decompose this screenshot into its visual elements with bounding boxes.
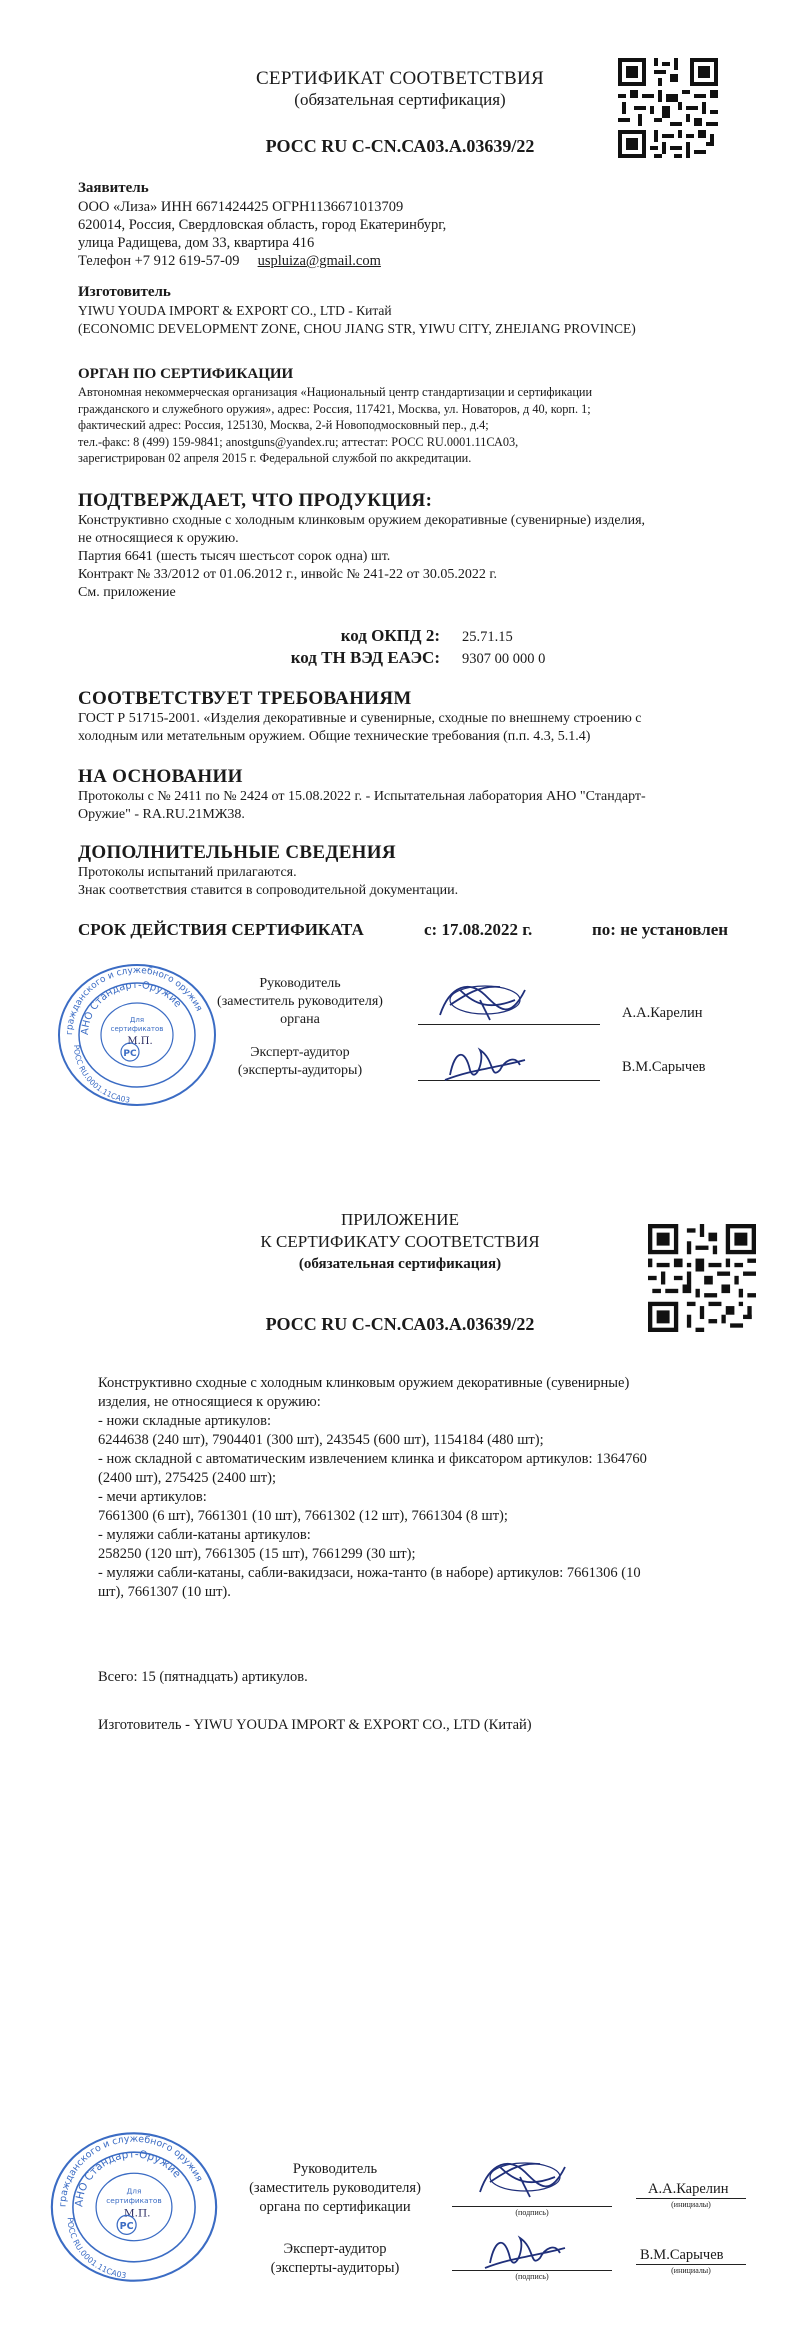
head-signature-icon [430,975,540,1030]
applicant-line2: 620014, Россия, Свердловская область, город Екатеринбург, [78,217,447,233]
appendix-head-name: А.А.Карелин [648,2181,729,2197]
expert-signature-icon [440,1040,530,1090]
validity-to: по: не установлен [592,920,729,939]
stamp-inner-text: АНО Стандарт-Оружие [73,2148,184,2208]
organ-heading: ОРГАН ПО СЕРТИФИКАЦИИ [78,366,294,382]
appendix-line: 258250 (120 шт), 7661305 (15 шт), 7661299 (30 шт); [98,1546,416,1562]
appendix-body [98,1374,778,1602]
manufacturer-line1: YIWU YOUDA IMPORT & EXPORT CO., LTD - Китай [78,303,392,318]
appendix-head-sign-caption: (подпись) [515,2208,549,2217]
appendix-expert-name-line [636,2264,746,2265]
manufacturer-block [78,302,758,338]
appendix-manufacturer: Изготовитель - YIWU YOUDA IMPORT & EXPORT CO., LTD (Китай) [98,1717,532,1733]
appendix-number: РОСС RU С-CN.СА03.А.03639/22 [265,1314,535,1334]
head-role-line2: (заместитель руководителя) [217,994,383,1009]
appendix-line: - нож складной с автоматическим извлечением клинка и фиксатором артикулов: 1364760 [98,1451,647,1467]
stamp-center3: М.П. [123,2207,151,2220]
stamp-outer-text: гражданского и служебного оружия [64,965,204,1036]
seal-stamp-icon [44,2128,224,2286]
stamp-center1: Для [129,1016,145,1024]
appendix-expert-role-line1: Эксперт-аудитор [283,2241,387,2257]
qr-code-icon [618,58,718,158]
svg-text:РОСС RU.0001.11СА03 [72,1045,131,1105]
requirements-line2: холодным или метательным оружием. Общие технические требования (п.п. 4.3, 5.1.4) [78,729,591,744]
appendix-line: шт), 7661307 (10 шт). [98,1584,231,1600]
head-role-line1: Руководитель [259,976,341,991]
stamp-bottom-text: РОСС RU.0001.11СА03 [71,1044,131,1105]
confirms-line3: Партия 6641 (шесть тысяч шестьсот сорок одна) шт. [78,549,391,564]
validity-from: с: 17.08.2022 г. [424,920,533,939]
appendix-expert-role-block [240,2240,430,2278]
appendix-line: Конструктивно сходные с холодным клинковым оружием декоративные (сувенирные) [98,1375,630,1391]
stamp-center2: сертификатов [110,1025,164,1033]
expert-role-line2: (эксперты-аудиторы) [237,1063,363,1078]
head-role-block [210,975,390,1029]
requirements-heading: СООТВЕТСТВУЕТ ТРЕБОВАНИЯМ [78,688,412,709]
organ-line1: Автономная некоммерческая организация «Национальный центр стандартизации и сертификации [78,385,593,399]
confirms-line5: См. приложение [78,585,176,600]
basis-line1: Протоколы с № 2411 по № 2424 от 15.08.2022 г. - Испытательная лаборатория АНО "Стандарт- [78,789,646,804]
applicant-block [78,198,718,270]
organ-block [78,384,758,467]
organ-line2: гражданского и служебного оружия», адрес: Россия, 117421, Москва, ул. Новаторов, д 40, корп. 1; [78,401,591,416]
certificate-title: СЕРТИФИКАТ СООТВЕТСТВИЯ [255,68,545,89]
basis-heading: НА ОСНОВАНИИ [78,766,243,787]
seal-stamp-icon [52,960,222,1110]
certificate-number: РОСС RU С-CN.СА03.А.03639/22 [265,136,535,156]
svg-text:PC: PC [119,2221,134,2233]
basis-line2: Оружие" - RA.RU.21МЖ38. [78,807,245,822]
qr-code-icon [648,1224,756,1332]
tnved-value: 9307 00 000 0 [462,651,546,667]
applicant-phone: Телефон +7 912 619-57-09 [78,253,240,269]
appendix-expert-name: В.М.Сарычев [640,2247,724,2263]
extra-line1: Протоколы испытаний прилагаются. [78,865,297,880]
tnved-label: код ТН ВЭД ЕАЭС: [290,648,440,667]
expert-signature-icon [480,2228,570,2278]
confirms-block [78,512,768,602]
appendix-line: - муляжи сабли-катаны артикулов: [98,1527,311,1543]
appendix-line: (2400 шт), 275425 (2400 шт); [98,1470,276,1486]
stamp-bottom-text: РОСС RU.0001.11СА03 [65,2217,127,2281]
extra-line2: Знак соответствия ставится в сопроводительной документации. [78,883,459,898]
head-role-line3: органа [280,1012,320,1027]
stamp-center2: сертификатов [106,2195,162,2205]
svg-text:PC: PC [123,1049,137,1059]
applicant-line3: улица Радищева, дом 33, квартира 416 [78,235,315,251]
appendix-head-role-line3: органа по сертификации [259,2199,411,2215]
appendix-expert-sign-caption: (подпись) [515,2272,549,2281]
okpd-label: код ОКПД 2: [340,626,440,645]
expert-role-line1: Эксперт-аудитор [250,1045,350,1060]
appendix-subtitle: К СЕРТИФИКАТУ СООТВЕТСТВИЯ [260,1232,540,1251]
applicant-heading: Заявитель [78,180,149,196]
appendix-line: - ножи складные артикулов: [98,1413,272,1429]
applicant-line1: ООО «Лиза» ИНН 6671424425 ОГРН1136671013709 [78,199,404,215]
stamp-center3: М.П. [127,1036,153,1047]
appendix-head-initials-caption: (инициалы) [671,2200,711,2209]
requirements-line1: ГОСТ Р 51715-2001. «Изделия декоративные и сувенирные, сходные по внешнему строению с [78,711,642,726]
applicant-contacts [78,252,718,270]
stamp-outer-text: гражданского и служебного оружия [57,2133,205,2208]
validity-label: СРОК ДЕЙСТВИЯ СЕРТИФИКАТА [78,920,364,939]
appendix-head-name-line [636,2198,746,2199]
applicant-email[interactable]: uspluiza@gmail.com [257,253,381,269]
expert-role-block [210,1044,390,1080]
manufacturer-line2: (ECONOMIC DEVELOPMENT ZONE, CHOU JIANG STR, YIWU CITY, ZHEJIANG PROVINCE) [78,321,636,336]
head-signature-icon [470,2152,580,2207]
appendix-expert-role-line2: (эксперты-аудиторы) [270,2260,400,2276]
appendix-line: изделия, не относящиеся к оружию: [98,1394,321,1410]
manufacturer-heading: Изготовитель [78,284,171,300]
basis-block [78,788,768,824]
stamp-inner-text: АНО Стандарт-Оружие [79,979,184,1036]
appendix-title: ПРИЛОЖЕНИЕ [341,1210,459,1229]
extra-heading: ДОПОЛНИТЕЛЬНЫЕ СВЕДЕНИЯ [78,842,396,863]
appendix-head-role-line1: Руководитель [292,2161,378,2177]
appendix-line: - муляжи сабли-катаны, сабли-вакидзаси, ножа-танто (в наборе) артикулов: 7661306 (10 [98,1565,641,1581]
confirms-line2: не относящиеся к оружию. [78,531,239,546]
okpd-value: 25.71.15 [462,629,513,645]
confirms-line1: Конструктивно сходные с холодным клинковым оружием декоративные (сувенирные) изделия, [78,513,646,528]
appendix-line: - мечи артикулов: [98,1489,207,1505]
requirements-block [78,710,768,746]
appendix-subtitle2: (обязательная сертификация) [298,1256,502,1272]
head-name: А.А.Карелин [622,1005,703,1021]
organ-line3: фактический адрес: Россия, 125130, Москва, 2-й Новоподмосковный пер., д.4; [78,418,489,432]
expert-name: В.М.Сарычев [622,1059,706,1075]
certificate-subtitle: (обязательная сертификация) [294,90,506,109]
appendix-total: Всего: 15 (пятнадцать) артикулов. [98,1669,308,1685]
organ-line5: зарегистрирован 02 апреля 2015 г. Федеральной службой по аккредитации. [78,451,472,465]
appendix-head-role-line2: (заместитель руководителя) [249,2180,421,2196]
confirms-line4: Контракт № 33/2012 от 01.06.2012 г., инвойс № 241-22 от 30.05.2022 г. [78,567,498,582]
appendix-line: 7661300 (6 шт), 7661301 (10 шт), 7661302 (12 шт), 7661304 (8 шт); [98,1508,508,1524]
extra-block [78,864,768,900]
organ-line4: тел.-факс: 8 (499) 159-9841; anostguns@yandex.ru; аттестат: РОСС RU.0001.11СА03, [78,434,519,449]
confirms-heading: ПОДТВЕРЖДАЕТ, ЧТО ПРОДУКЦИЯ: [78,490,433,511]
appendix-head-role-block [240,2160,430,2217]
stamp-center1: Для [126,2186,142,2196]
appendix-line: 6244638 (240 шт), 7904401 (300 шт), 243545 (600 шт), 1154184 (480 шт); [98,1432,544,1448]
appendix-expert-initials-caption: (инициалы) [671,2266,711,2275]
